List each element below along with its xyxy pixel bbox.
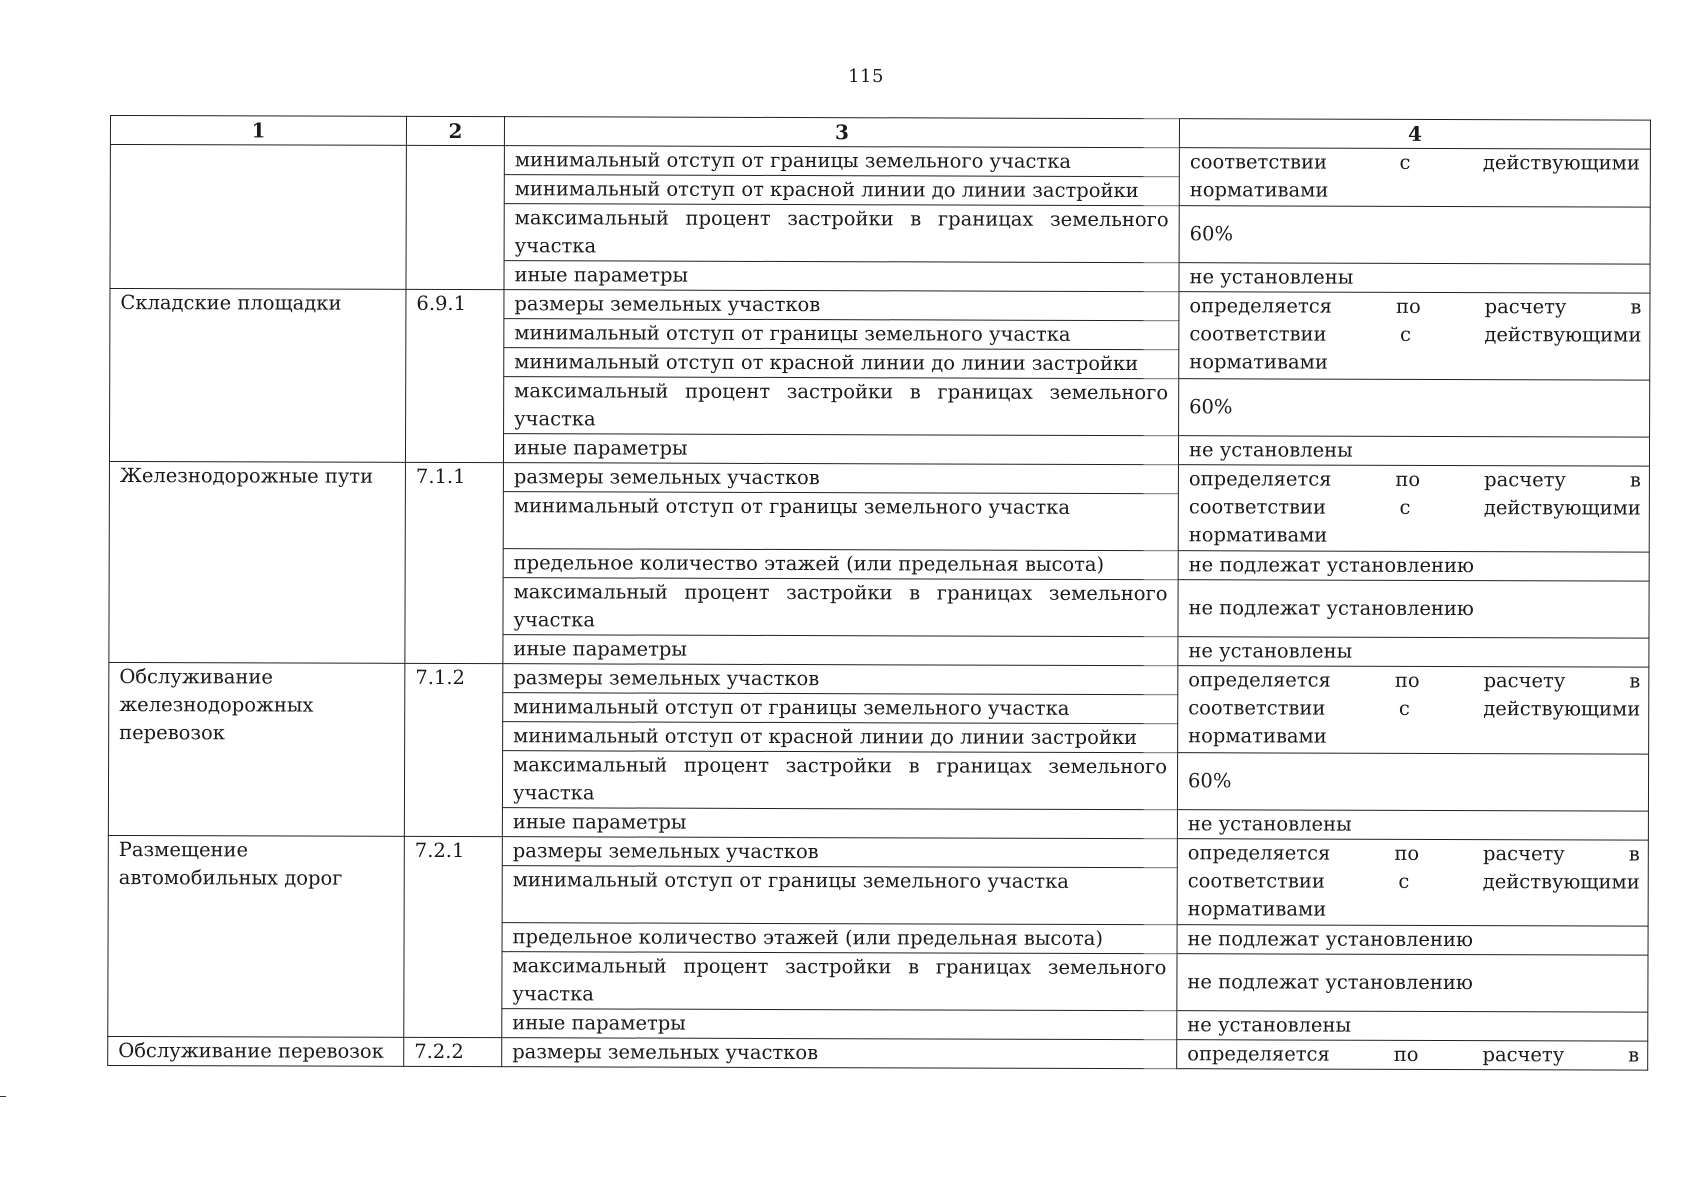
value-cell: не подлежат установлению [1178,551,1649,581]
page-number: 115 [848,66,884,87]
type-name-cell: Обслуживание железнодорожных перевозок [108,662,405,836]
table-row [108,1036,1648,1070]
param-cell: минимальный отступ от границы земельного участка [504,146,1179,177]
param-cell: минимальный отступ от границы земельного участка [504,319,1179,350]
param-cell: минимальный отступ от красной линии до линии застройки [504,175,1179,206]
type-name-cell [110,145,406,290]
param-cell: максимальный процент застройки в границах земельного участка [502,952,1177,1011]
column-header-3: 3 [504,117,1179,148]
header-row [110,116,1650,150]
value-cell: определяется по расчету в соответствии с действующими нормативами [1178,465,1649,552]
param-cell: размеры земельных участков [503,463,1178,494]
value-cell: определяется по расчету в соответствии с действующими нормативами [1179,292,1650,380]
type-code-cell: 7.1.2 [404,663,503,836]
table-row [109,662,1649,696]
table-row [108,835,1648,869]
param-cell: минимальный отступ от границы земельного участка [503,492,1178,551]
value-cell: определяется по расчету в соответствии с действующими нормативами [1178,666,1649,754]
type-code-cell: 6.9.1 [405,289,504,462]
table-row [110,145,1650,179]
param-cell: предельное количество этажей (или предельная высота) [502,923,1177,954]
param-cell: размеры земельных участков [503,664,1178,695]
type-code-cell: 7.1.1 [405,462,504,663]
param-cell: максимальный процент застройки в границах земельного участка [502,751,1177,810]
value-cell: 60% [1179,379,1650,437]
value-cell: соответствии с действующими нормативами [1179,148,1650,207]
param-cell: минимальный отступ от границы земельного участка [503,693,1178,724]
param-cell: максимальный процент застройки в границах земельного участка [504,377,1179,436]
param-cell: максимальный процент застройки в границах земельного участка [504,204,1179,263]
value-cell: не установлены [1178,637,1649,667]
value-cell: не установлены [1177,810,1648,840]
type-code-cell: 7.2.1 [404,836,503,1037]
value-cell: не подлежат установлению [1178,580,1649,638]
param-cell: минимальный отступ от границы земельного участка [502,866,1177,925]
param-cell: иные параметры [504,261,1179,292]
param-cell: предельное количество этажей (или предельная высота) [503,549,1178,580]
column-header-4: 4 [1179,119,1650,149]
column-header-1: 1 [110,116,406,146]
type-name-cell: Железнодорожные пути [109,461,406,663]
table-row [110,289,1650,323]
value-cell: не установлены [1177,1011,1648,1041]
value-cell: не подлежат установлению [1177,954,1648,1012]
value-cell: не установлены [1179,263,1650,293]
type-code-cell [406,145,504,289]
param-cell: максимальный процент застройки в границах земельного участка [503,578,1178,637]
value-cell: не установлены [1178,436,1649,466]
param-cell: размеры земельных участков [502,837,1177,868]
type-code-cell: 7.2.2 [404,1037,502,1066]
value-cell: определяется по расчету в соответствии с действующими нормативами [1177,839,1648,926]
type-name-cell: Складские площадки [109,289,406,463]
param-cell: размеры земельных участков [504,290,1179,321]
param-cell: иные параметры [503,434,1178,465]
param-cell: размеры земельных участков [502,1038,1177,1069]
param-cell: иные параметры [503,635,1178,666]
value-cell: определяется по расчету в [1177,1040,1648,1070]
column-header-2: 2 [406,116,504,145]
param-cell: иные параметры [502,1009,1177,1040]
table-row [109,461,1649,495]
value-cell: не подлежат установлению [1177,925,1648,955]
value-cell: 60% [1177,753,1648,811]
value-cell: 60% [1179,206,1650,264]
type-name-cell: Размещение автомобильных дорог [108,835,405,1037]
param-cell: иные параметры [502,808,1177,839]
land-use-parameters-table [107,115,1651,1071]
param-cell: минимальный отступ от красной линии до линии застройки [504,348,1179,379]
param-cell: минимальный отступ от красной линии до линии застройки [503,722,1178,753]
scan-mark [0,1096,6,1097]
type-name-cell: Обслуживание перевозок [108,1036,404,1066]
